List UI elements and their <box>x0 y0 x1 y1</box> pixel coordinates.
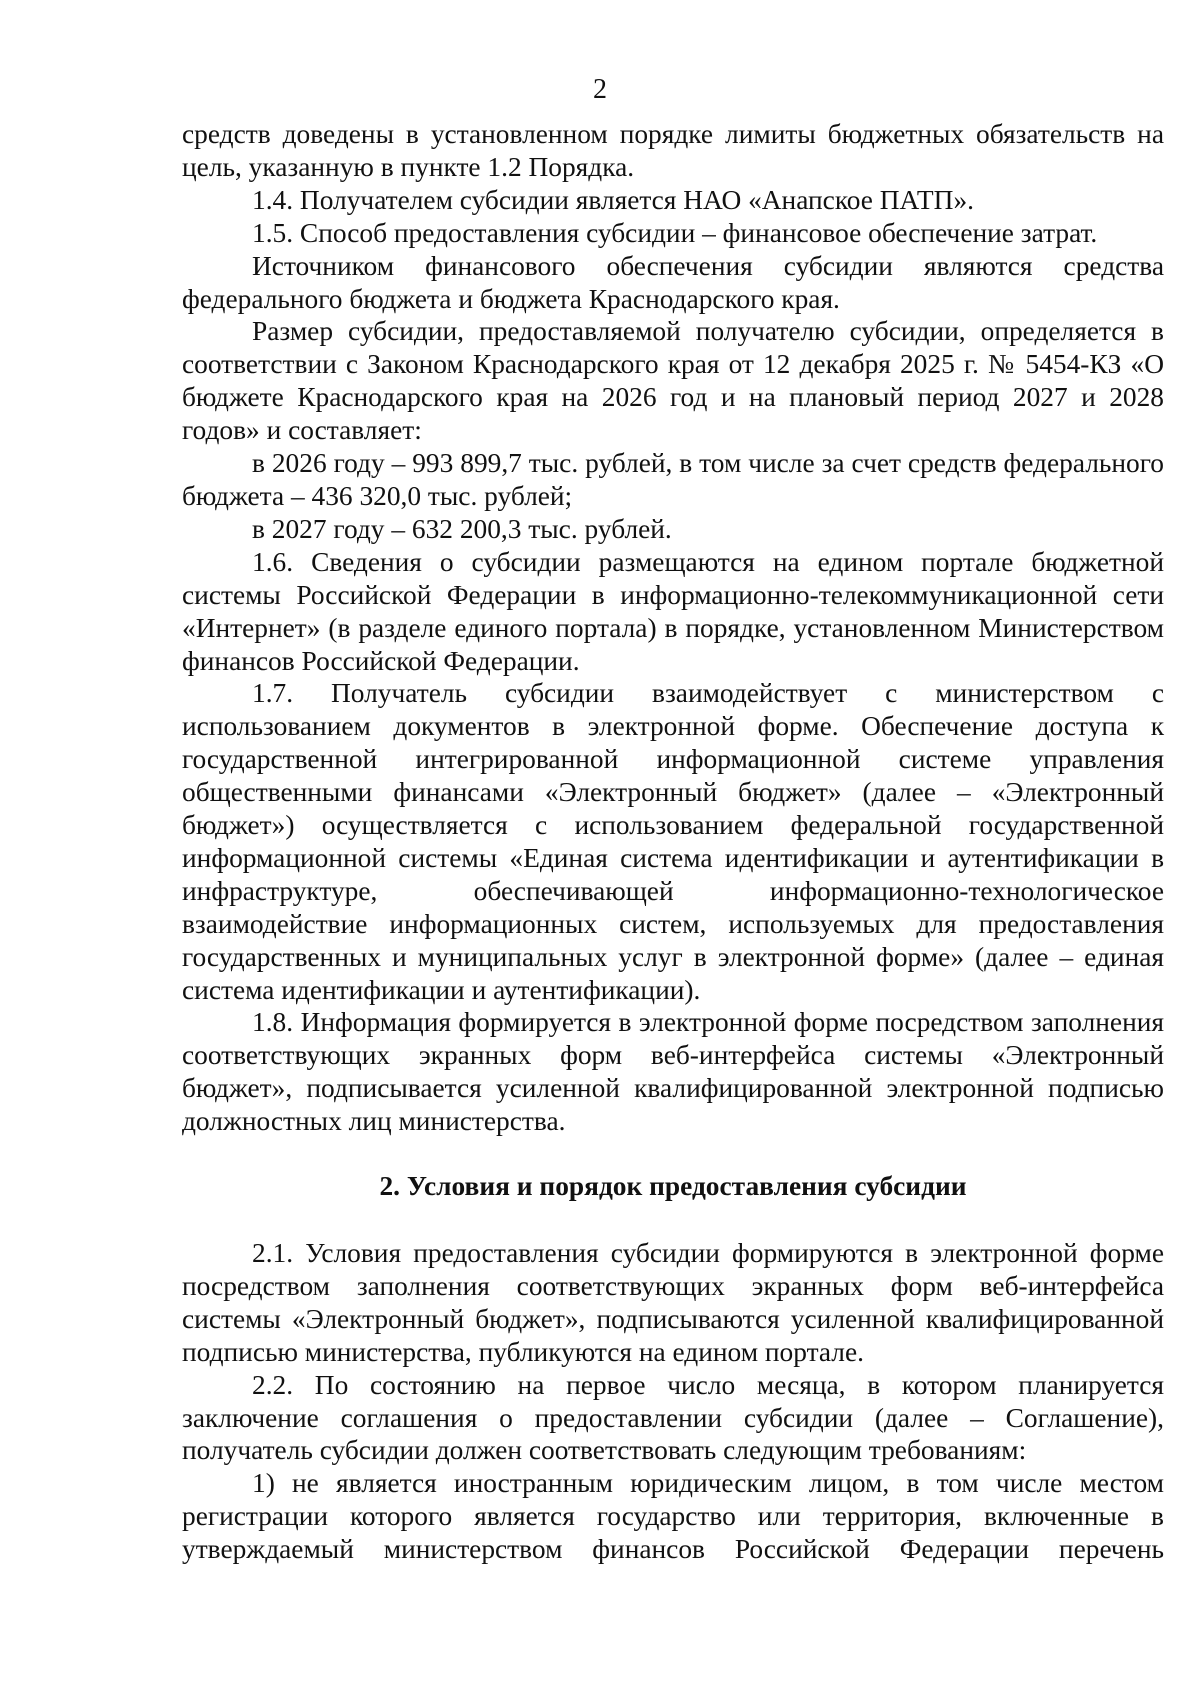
paragraph-amount-2026: в 2026 году – 993 899,7 тыс. рублей, в том числе за счет средств федерального бюджета – 436 320,0 тыс. рублей; <box>182 448 1164 511</box>
paragraph-1-7: 1.7. Получатель субсидии взаимодействует с министерством с использованием документов в электронной форме. Обеспечение доступа к государственной интегрированной информационной системе управления общественными финансами «Электронный бюджет» (далее – «Электронный бюджет») осуществляется с использованием федеральной государственной информационной системы «Единая система идентификации и аутентификации в инфраструктуре, обеспечивающей информационно-технологическое взаимодействие информационных систем, используемых для предоставления государственных и муниципальных услуг в электронной форме» (далее – единая система идентификации и аутентификации). <box>182 678 1164 1005</box>
page-number: 2 <box>593 74 607 105</box>
paragraph-amount-2027: в 2027 году – 632 200,3 тыс. рублей. <box>252 513 672 544</box>
paragraph-funding-source: Источником финансового обеспечения субсидии являются средства федерального бюджета и бюджета Краснодарского края. <box>182 250 1164 314</box>
paragraph-2-2: 2.2. По состоянию на первое число месяца, в котором планируется заключение соглашения о предоставлении субсидии (далее – Соглашение), получатель субсидии должен соответствовать следующим требованиям: <box>182 1369 1164 1466</box>
paragraph-requirement-1: 1) не является иностранным юридическим лицом, в том числе местом регистрации которого является государство или территория, включенные в утверждаемый министерством финансов Российской Федерации перечень <box>182 1468 1164 1565</box>
document-body <box>182 118 1164 1566</box>
paragraph-subsidy-size: Размер субсидии, предоставляемой получателю субсидии, определяется в соответствии с Законом Краснодарского края от 12 декабря 2025 г. № 5454-КЗ «О бюджете Краснодарского края на 2026 год и на плановый период 2027 и 2028 годов» и составляет: <box>182 316 1164 446</box>
paragraph-continuation: средств доведены в установленном порядке лимиты бюджетных обязательств на цель, указанную в пункте 1.2 Порядка. <box>182 119 1164 182</box>
paragraph-1-4: 1.4. Получателем субсидии является НАО «Анапское ПАТП». <box>252 184 974 215</box>
paragraph-1-6: 1.6. Сведения о субсидии размещаются на едином портале бюджетной системы Российской Федерации в информационно-телекоммуникационной сети «Интернет» (в разделе единого портала) в порядке, установленном Министерством финансов Российской Федерации. <box>182 546 1164 676</box>
paragraph-1-8: 1.8. Информация формируется в электронной форме посредством заполнения соответствующих экранных форм веб-интерфейса системы «Электронный бюджет», подписывается усиленной квалифицированной электронной подписью должностных лиц министерства. <box>182 1007 1164 1137</box>
paragraph-2-1: 2.1. Условия предоставления субсидии формируются в электронной форме посредством заполнения соответствующих экранных форм веб-интерфейса системы «Электронный бюджет», подписываются усиленной квалифицированной подписью министерства, публикуются на едином портале. <box>182 1238 1164 1367</box>
paragraph-1-5: 1.5. Способ предоставления субсидии – финансовое обеспечение затрат. <box>252 217 1098 248</box>
section-heading: 2. Условия и порядок предоставления субсидии <box>379 1171 967 1202</box>
